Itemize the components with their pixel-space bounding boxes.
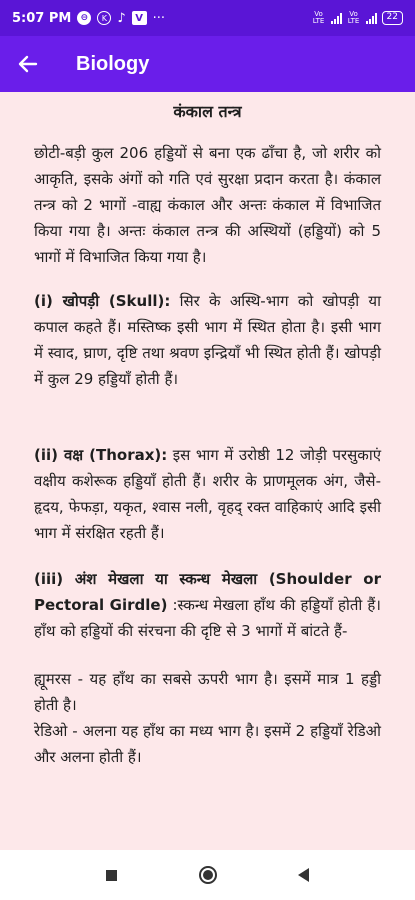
- thorax-paragraph: [34, 442, 381, 546]
- nav-back-button[interactable]: [292, 863, 316, 887]
- v-icon: V: [132, 11, 147, 25]
- page-title: Biology: [76, 52, 150, 75]
- humerus-paragraph: ह्यूमरस - यह हाँथ का सबसे ऊपरी भाग है। इसमें मात्र 1 हड्डी होती है।: [34, 670, 381, 714]
- more-dots-icon: ···: [152, 10, 166, 26]
- thorax-title: (ii) वक्ष (Thorax):: [34, 446, 168, 464]
- app-bar: [0, 36, 415, 92]
- girdle-paragraph: [34, 566, 381, 644]
- radius-paragraph: रेडिओ - अलना यह हाँथ का मध्य भाग है। इसमें 2 हड्डियाँ रेडिओ और अलना होती हैं।: [34, 722, 381, 766]
- volte-left-label: Vo LTE: [312, 10, 325, 25]
- skull-text: सिर के अस्थि-भाग को खोपड़ी या कपाल कहते हैं। मस्तिष्क इसी भाग में स्थित होता है। इसी भाग में स्वाद, घ्राण, दृष्टि तथा श्रवण इन्द्रियाँ भी स्थित होती हैं। खोपड़ी में कुल 29 हड्डियाँ होती हैं।: [34, 292, 381, 388]
- skull-title: (i) खोपड़ी (Skull):: [34, 292, 171, 310]
- battery-icon: 22: [382, 11, 403, 25]
- home-button[interactable]: [196, 863, 220, 887]
- arrow-left-icon: [18, 54, 38, 74]
- status-right: [312, 11, 403, 25]
- status-left: [12, 11, 165, 26]
- circle-home-icon: [199, 866, 217, 884]
- thorax-text: इस भाग में उरोष्ठी 12 जोड़ी परसुकाएं वक्षीय कशेरूक हड्डियाँ होती हैं। शरीर के प्राणमूलक अंग, जैसे- हृदय, फेफड़ा, यकृत, श्वास नली, वृहद् रक्त वाहिकाएं आदि इसी भाग में संरक्षित रहती हैं।: [34, 446, 381, 542]
- volte-right-label: Vo LTE: [347, 10, 360, 25]
- signal-icon: [331, 13, 342, 24]
- music-note-icon: ♪: [117, 10, 126, 26]
- status-bar: [0, 0, 415, 36]
- girdle-text: :स्कन्ध मेखला हाँथ की हड्डियाँ होती हैं। हाँथ को हड्डियों की संरचना की दृष्टि से 3 भागों में बांटते हैं-: [34, 596, 381, 640]
- article-content[interactable]: [0, 92, 415, 850]
- square-icon: [106, 870, 117, 881]
- intro-paragraph: छोटी-बड़ी कुल 206 हड्डियों से बना एक ढाँचा है, जो शरीर को आकृति, इसके अंगों को गति एवं सुरक्षा प्रदान करता है। कंकाल तन्त्र को 2 भागों -वाह्य कंकाल और अन्तः कंकाल में विभाजित किया गया है। अन्तः कंकाल तन्त्र की अस्थियों (हड्डियों) को 5 भागों में विभाजित किया गया है।: [34, 144, 381, 266]
- girdle-title: (iii) अंश मेखला या स्कन्ध मेखला (Shoulder or Pectoral Girdle): [34, 570, 381, 614]
- system-nav-bar: [0, 850, 415, 900]
- k-icon: K: [97, 11, 111, 25]
- triangle-back-icon: [298, 868, 309, 882]
- status-time: 5:07 PM: [12, 10, 72, 26]
- messenger-icon: ⊖: [77, 11, 91, 25]
- recents-button[interactable]: [100, 863, 124, 887]
- signal-icon-2: [366, 13, 377, 24]
- article-heading: कंकाल तन्त्र: [173, 102, 242, 121]
- skull-paragraph: [34, 288, 381, 392]
- back-button[interactable]: [0, 36, 56, 92]
